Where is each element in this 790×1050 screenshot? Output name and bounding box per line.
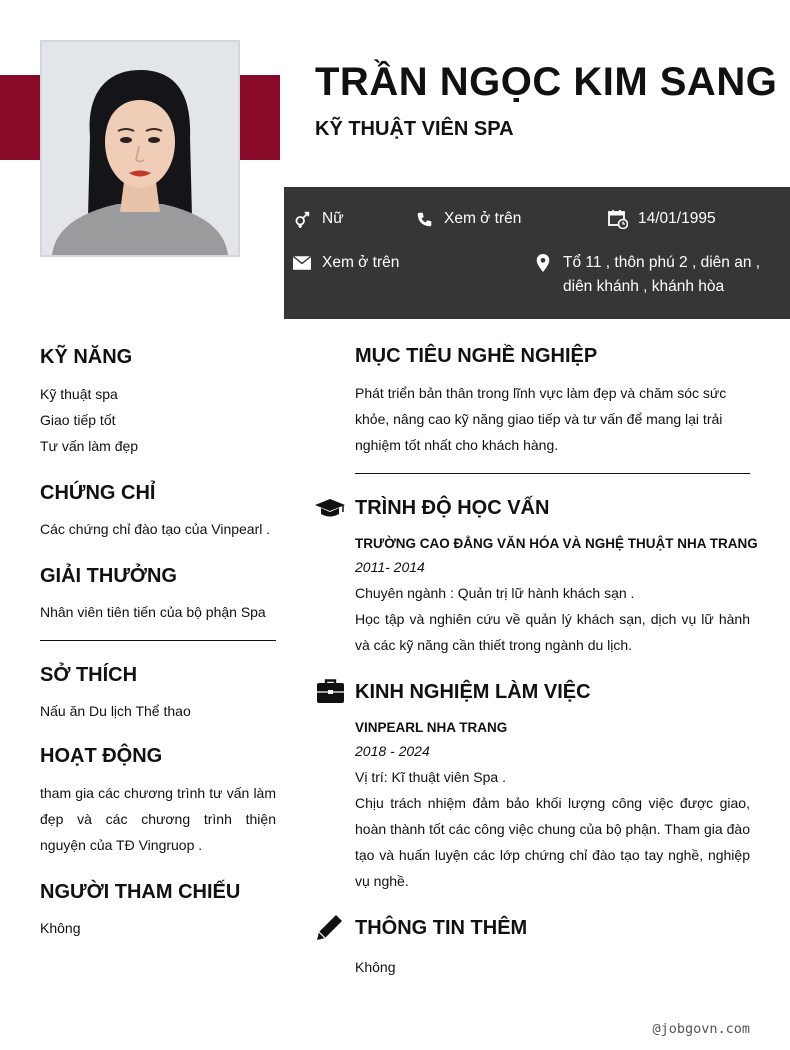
birthday-value: 14/01/1995 <box>638 210 716 227</box>
references-text: Không <box>40 920 81 936</box>
left-divider <box>40 640 276 641</box>
phone-icon <box>414 209 434 229</box>
skill-item: Tư vấn làm đẹp <box>40 438 139 454</box>
hobbies-text: Nấu ăn Du lịch Thể thao <box>40 703 191 719</box>
experience-company: VINPEARL NHA TRANG <box>355 720 508 735</box>
additional-info-text: Không <box>355 959 396 975</box>
experience-position: Vị trí: Kĩ thuật viên Spa . <box>355 769 506 785</box>
watermark: @jobgovn.com <box>652 1021 750 1037</box>
activities-text: tham gia các chương trình tư vấn làm đẹp và các chương trình thiện nguyện của TĐ Vingruop . <box>40 785 276 853</box>
address-value: Tổ 11 , thôn phú 2 , diên an , diên khánh , khánh hòa <box>563 254 761 295</box>
gender-icon <box>292 209 312 229</box>
certificates-title: CHỨNG CHỈ <box>40 482 156 504</box>
phone-value: Xem ở trên <box>444 210 522 227</box>
awards-title: GIẢI THƯỞNG <box>40 565 177 587</box>
education-period: 2011- 2014 <box>355 559 425 575</box>
contact-phone <box>414 209 521 231</box>
skill-item: Kỹ thuật spa <box>40 386 118 402</box>
candidate-name: TRẦN NGỌC KIM SANG <box>315 60 778 104</box>
objective-title: MỤC TIÊU NGHỀ NGHIỆP <box>355 345 598 367</box>
email-icon <box>292 253 312 273</box>
email-value: Xem ở trên <box>322 254 400 271</box>
contact-address <box>533 253 773 299</box>
briefcase-icon <box>315 676 345 706</box>
activities-title: HOẠT ĐỘNG <box>40 745 163 767</box>
contact-email <box>292 253 399 275</box>
additional-info-title: THÔNG TIN THÊM <box>355 917 528 939</box>
experience-period: 2018 - 2024 <box>355 743 430 759</box>
calendar-icon <box>608 209 628 229</box>
skills-title: KỸ NĂNG <box>40 346 133 368</box>
location-pin-icon <box>533 253 553 273</box>
contact-birthday <box>608 209 716 231</box>
contact-info-box <box>284 187 790 319</box>
right-divider <box>355 473 750 474</box>
education-school: TRƯỜNG CAO ĐẲNG VĂN HÓA VÀ NGHỆ THUẬT NHA TRANG <box>355 536 758 551</box>
education-description: Học tập và nghiên cứu về quản lý khách sạn, dịch vụ lữ hành và các kỹ năng cần thiết trong ngành du lịch. <box>355 611 750 653</box>
graduation-cap-icon <box>315 494 345 524</box>
contact-gender <box>292 209 344 231</box>
objective-text: Phát triển bản thân trong lĩnh vực làm đẹp và chăm sóc sức khỏe, nâng cao kỹ năng giao tiếp và tư vấn để mang lại trải nghiệm tốt nhất cho khách hàng. <box>355 385 727 453</box>
education-title: TRÌNH ĐỘ HỌC VẤN <box>355 497 550 519</box>
gender-value: Nữ <box>322 210 344 227</box>
references-title: NGƯỜI THAM CHIẾU <box>40 881 241 903</box>
education-major: Chuyên ngành : Quản trị lữ hành khách sạn . <box>355 585 635 601</box>
certificates-text: Các chứng chỉ đào tạo của Vinpearl . <box>40 521 271 537</box>
pencil-icon <box>315 912 345 942</box>
job-title: KỸ THUẬT VIÊN SPA <box>315 118 514 140</box>
skill-item: Giao tiếp tốt <box>40 412 116 428</box>
awards-text: Nhân viên tiên tiến của bộ phận Spa <box>40 604 266 620</box>
experience-title: KINH NGHIỆM LÀM VIỆC <box>355 681 591 703</box>
experience-description: Chịu trách nhiệm đảm bảo khối lượng công việc được giao, hoàn thành tốt các công việc chung của bộ phận. Tham gia đào tạo và huấn luyện các lớp chứng chỉ đào tạo tay nghề, nghiệp vụ nghề. <box>355 795 750 889</box>
profile-photo <box>40 40 240 257</box>
hobbies-title: SỞ THÍCH <box>40 664 138 686</box>
